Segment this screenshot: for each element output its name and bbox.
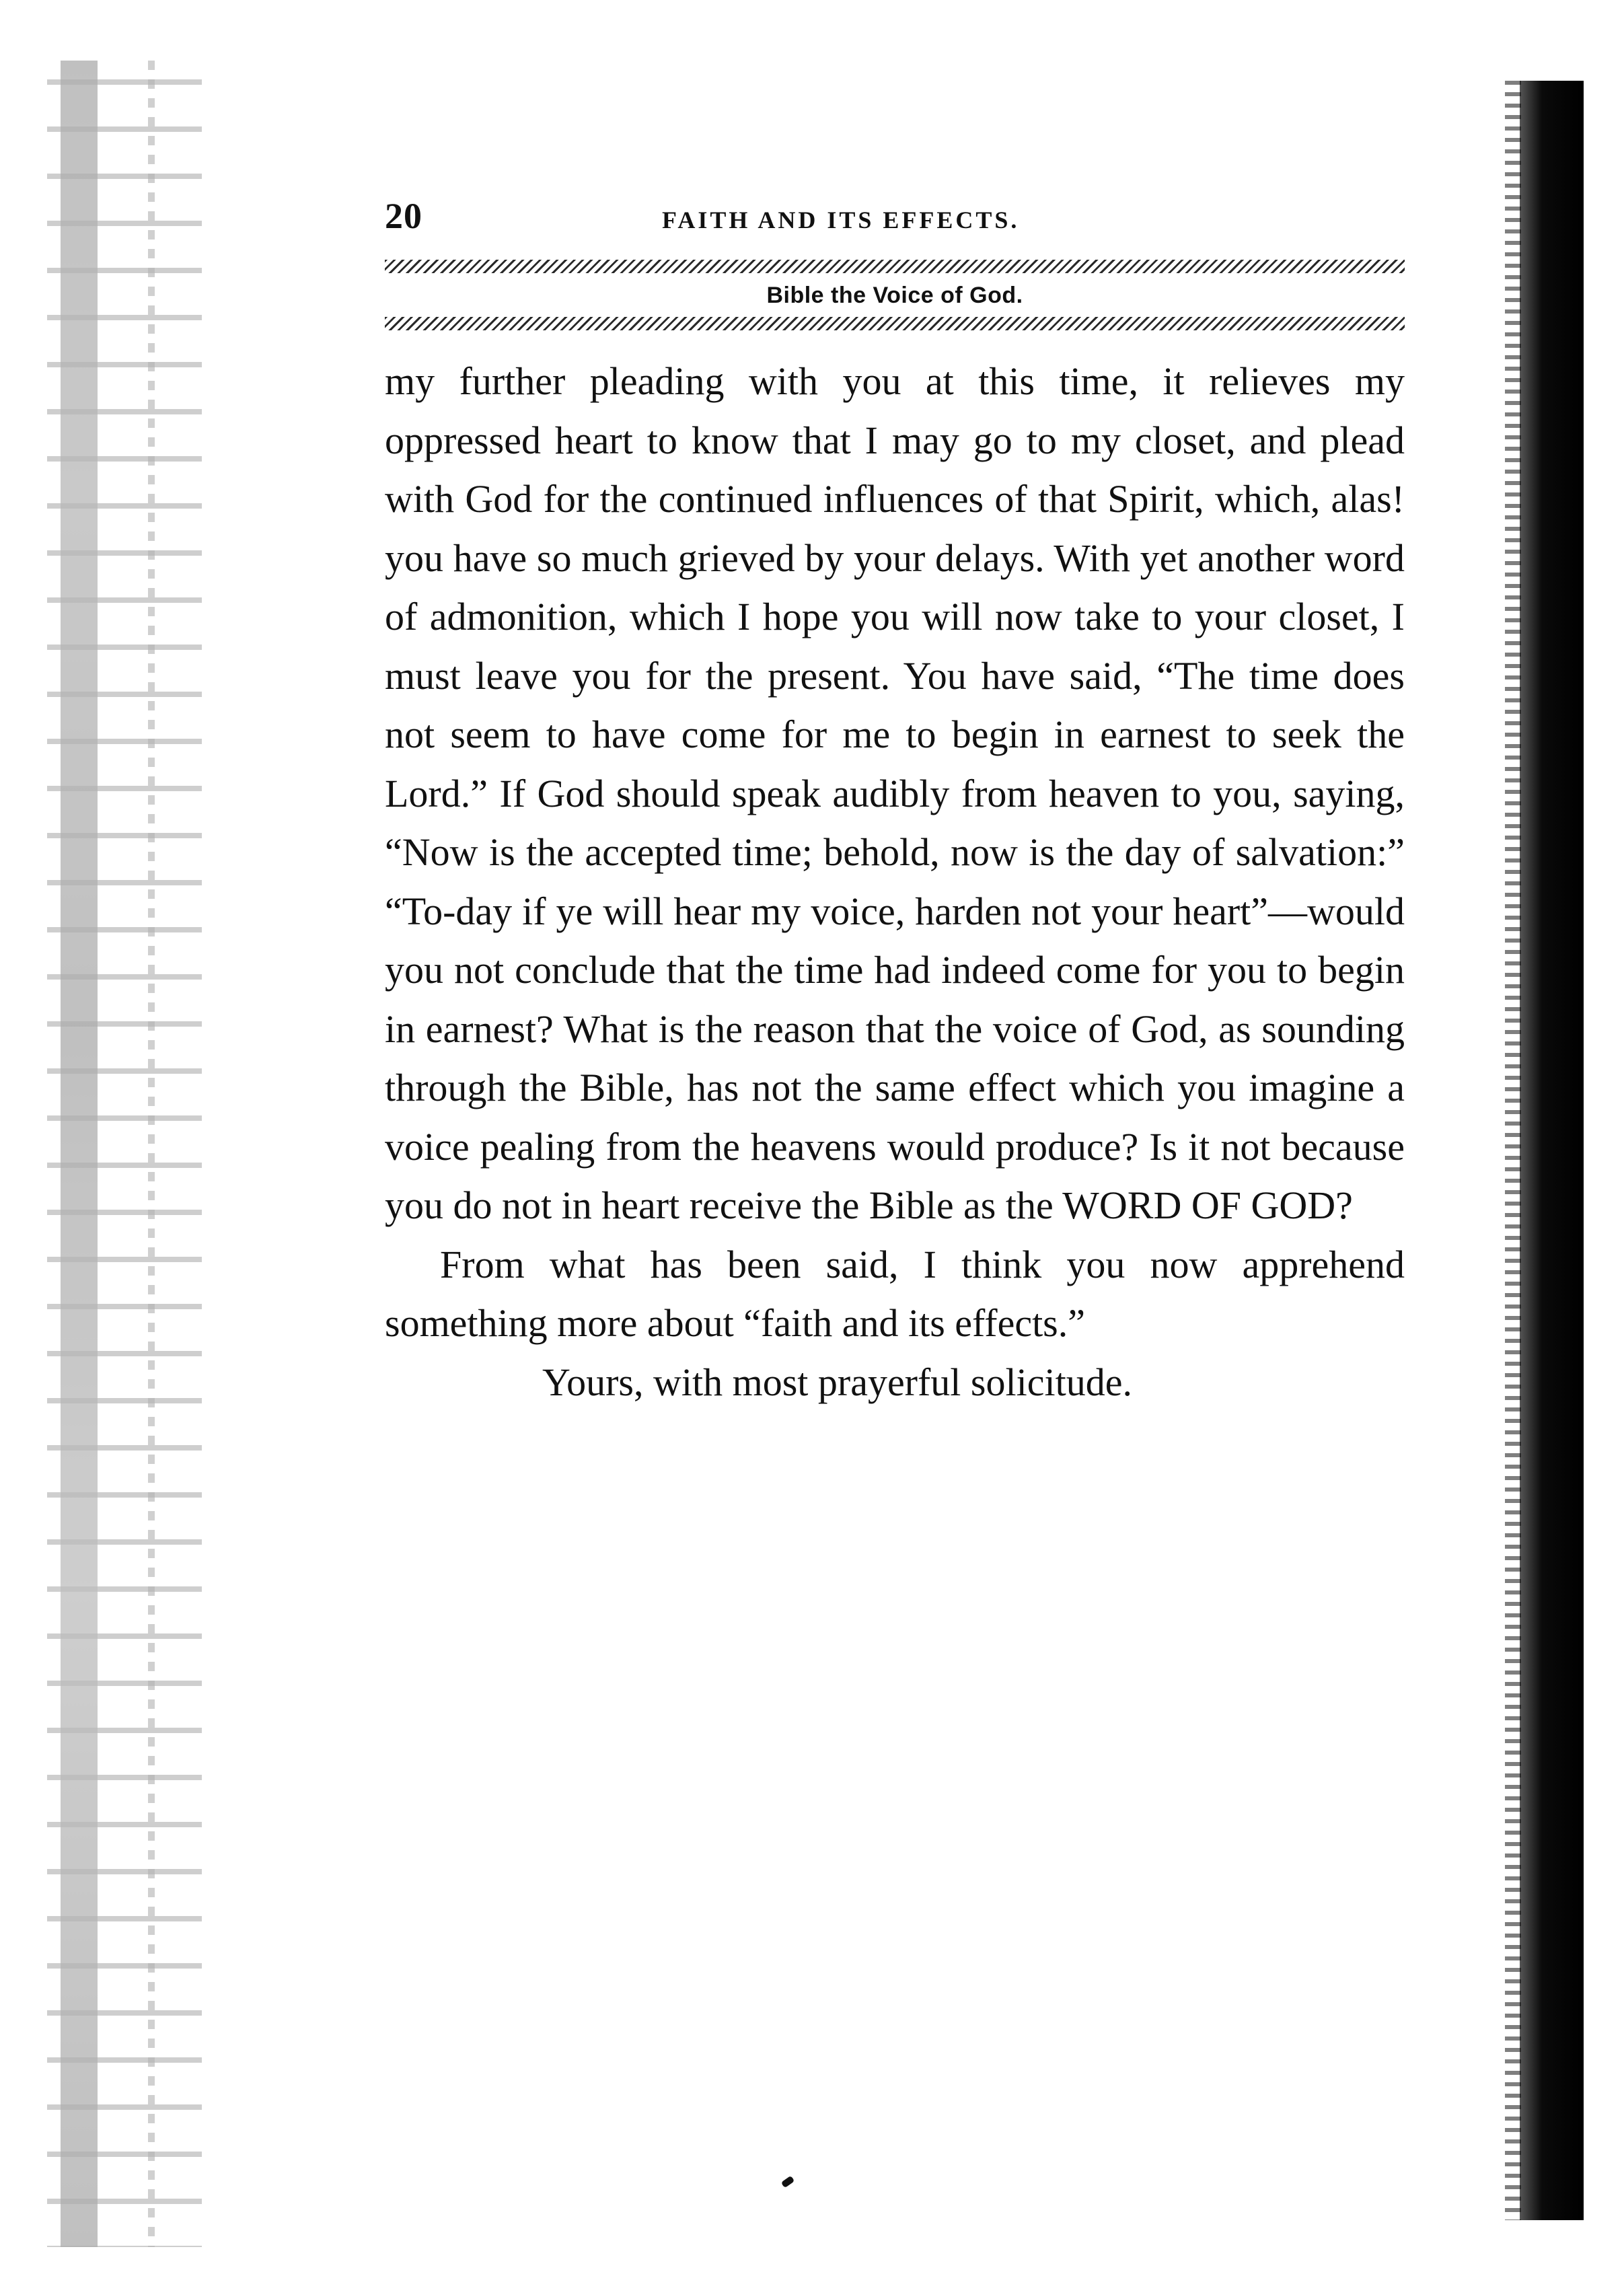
page-number: 20 (385, 196, 422, 236)
top-rule (385, 260, 1405, 273)
ink-speck (781, 2176, 795, 2189)
paragraph-2: From what has been said, I think you now apprehend something more about “faith and its effects.” (385, 1242, 1405, 1345)
scanned-page-shadow (1520, 81, 1584, 2220)
signoff: Yours, with most prayerful solicitude. (542, 1360, 1132, 1404)
section-heading: Bible the Voice of God. (766, 283, 1023, 308)
paragraph-1: my further pleading with you at this time, it relieves my oppressed heart to know that I may go to my closet, and plead with God for the continued influences of that Spirit, which, alas! you have so much grieved by your delays. With yet another word of admonition, which I hope you will now take to your closet, I must leave you for the present. You have said, “The time does not seem to have come for me to begin in earnest to seek the Lord.” If God should speak audibly from heaven to you, saying, “Now is the accepted time; behold, now is the day of salvation:” “To-day if ye will hear my voice, harden not your heart”—would you not conclude that the time had indeed come for you to begin in earnest? What is the reason that the voice of God, as sounding through the Bible, has not the same effect which you imagine a voice pealing from the heavens would produce? Is it not because you do not in heart receive the Bible as the WORD OF GOD? (385, 359, 1405, 1227)
running-head (385, 195, 1405, 242)
running-head-title: FAITH AND ITS EFFECTS. (662, 207, 1020, 233)
body-text (385, 352, 1405, 1411)
scanned-binding-edge (47, 61, 202, 2247)
bottom-rule (385, 317, 1405, 330)
book-page (385, 195, 1405, 1411)
